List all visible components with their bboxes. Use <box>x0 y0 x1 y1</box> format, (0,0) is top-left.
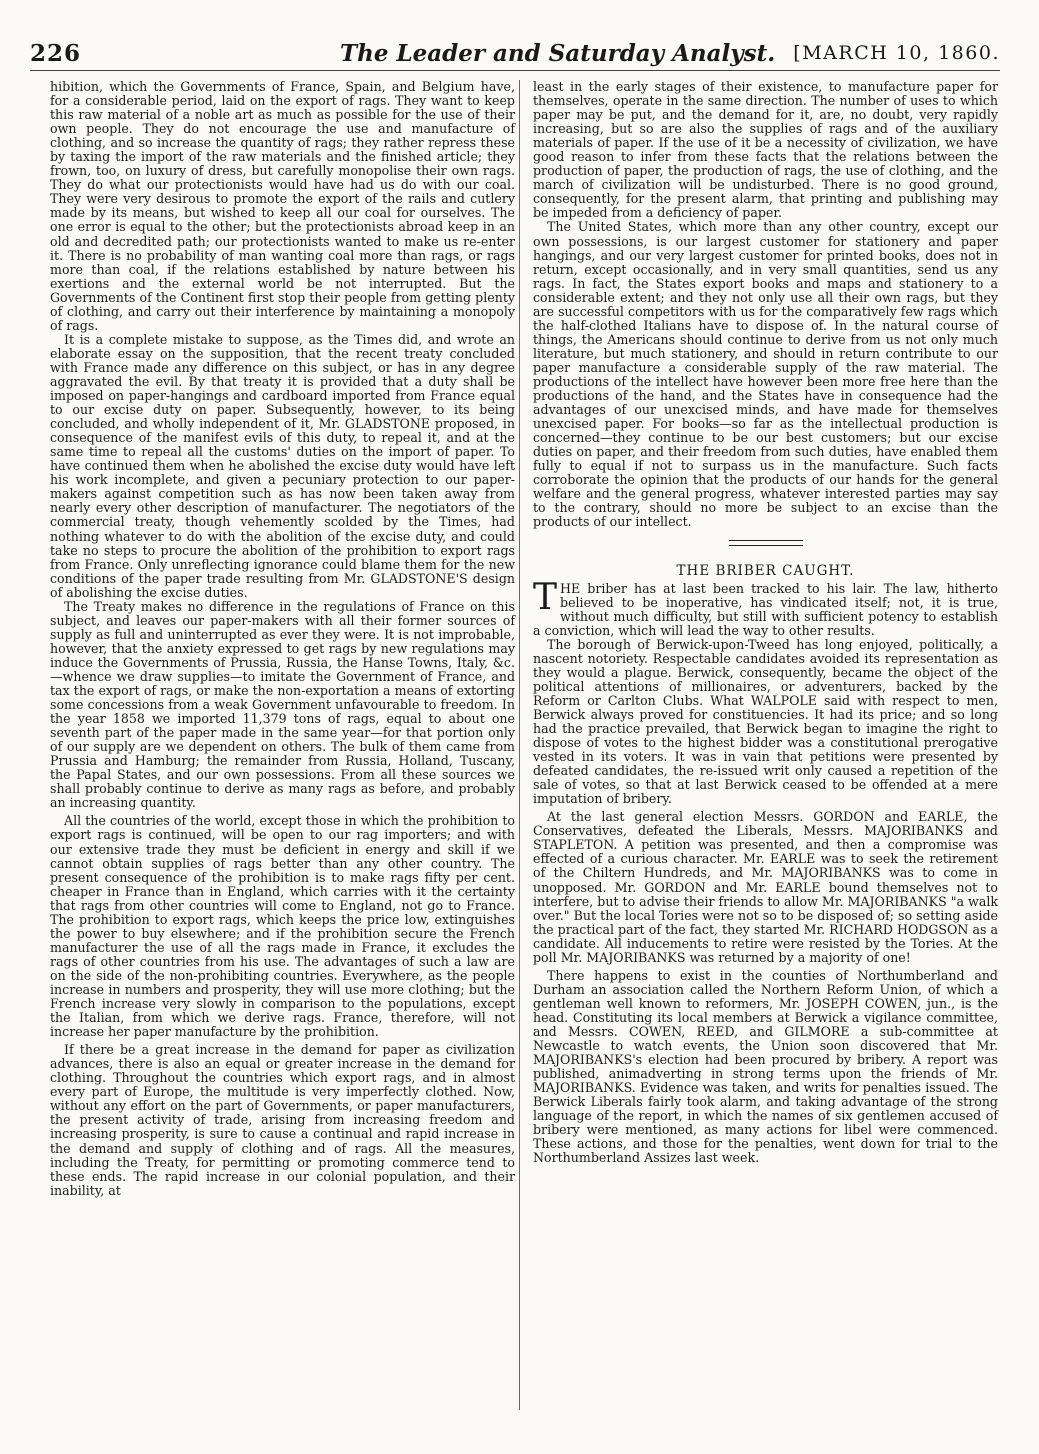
paragraph: There happens to exist in the counties of Northumberland and Durham an association called the Northern Reform Union, of which a gentleman well known to reformers, Mr. JOSEPH COWEN, jun., is the head. Constituting its local members at Berwick a vigilance committee, and Messrs. COWEN, REED, and GILMORE a sub-committee at Newcastle to watch events, the Union soon discovered that Mr. MAJORIBANKS's election had been procured by bribery. A report was published, animadverting in strong terms upon the friends of Mr. MAJORIBANKS. Evidence was taken, and writs for penalties issued. The Berwick Liberals fairly took alarm, and taking advantage of the strong language of the report, in which the names of six gentlemen accused of bribery were mentioned, as many actions for libel were commenced. These actions, and those for the penalties, went down for trial to the Northumberland Assizes last week. <box>533 967 998 1166</box>
paragraph: hibition, which the Governments of France, Spain, and Belgium have, for a considerable period, laid on the export of rags. They want to keep this raw material of a noble art as much as possible for the use of their own people. They do not encourage the use and manufacture of clothing, and so increase the quantity of rags; they rather repress these by taxing the import of the raw materials and the finished article; they frown, too, on luxury of dress, but carefully monopolise their own rags. They do what our protectionists would have had us do with our coal. They were very desirous to promote the export of the rails and cutlery made by its means, but wished to keep all our coal for ourselves. The one error is equal to the other; but the protectionists abroad keep in an old and decredited path; our protectionists wanted to make us re-enter it. There is no probability of man wanting coal more than rags, or rags more than coal, if the relations established by nature between his exertions and the external world be not interrupted. But the Governments of the Continent first stop their people from getting plenty of clothing, and carry out their interference by maintaining a monopoly of rags. <box>50 79 515 333</box>
left-column <box>50 80 515 1198</box>
masthead <box>30 30 1000 70</box>
article-lead-paragraph <box>533 576 998 638</box>
article-heading: THE BRIBER CAUGHT. <box>676 562 855 579</box>
column-divider <box>519 80 520 1410</box>
right-column <box>533 80 998 1165</box>
lead-text: HE briber has at last been tracked to his lair. The law, hitherto believed to be inoperative, has vindicated itself; not, it is true, without much difficulty, but still with sufficient potency to establish a conviction, which will lead the way to other results. <box>533 580 998 638</box>
issue-date: [MARCH 10, 1860. <box>793 42 1000 64</box>
paragraph: least in the early stages of their existence, to manufacture paper for themselves, operate in the same direction. The number of uses to which paper may be put, and the demand for it, are, no doubt, very rapidly increasing, but so are also the supplies of rags and of the auxiliary materials of paper. If the use of it be a necessity of civilization, we have good reason to infer from these facts that the relations between the production of paper, the production of rags, the use of clothing, and the march of civilization will be undisturbed. There is no good ground, consequently, for the present alarm, that printing and publishing may be impeded from a deficiency of paper. <box>533 79 998 221</box>
header-rule <box>30 70 1000 71</box>
paragraph: It is a complete mistake to suppose, as the Times did, and wrote an elaborate essay on the supposition, that the recent treaty concluded with France made any difference on this subject, or has in any degree aggravated the evil. By that treaty it is provided that a duty shall be imposed on paper-hangings and cardboard imported from France equal to our excise duty on paper. Subsequently, however, to its being concluded, and wholly independent of it, Mr. GLADSTONE proposed, in consequence of the manifest evils of this duty, to repeal it, and at the same time to repeal all the customs' duties on the import of paper. To have continued them when he abolished the excise duty would have left his work incomplete, and given a pecuniary protection to our paper-makers against competition such as has now been taken away from nearly every other description of manufacturer. The negotiators of the commercial treaty, though vehemently scolded by the Times, had nothing whatever to do with the abolition of the excise duty, and could take no steps to procure the abolition of the prohibition to export rags from France. Only unreflecting ignorance could blame them for the new conditions of the paper trade resulting from Mr. GLADSTONE'S design of abolishing the excise duties. <box>50 331 515 600</box>
paragraph: The Treaty makes no difference in the regulations of France on this subject, and leaves our paper-makers with all their former sources of supply as full and uninterrupted as ever they were. It is not improbable, however, that the anxiety expressed to get rags by new regulations may induce the Governments of Prussia, Russia, the Hanse Towns, Italy, &c.—whence we draw supplies—to imitate the Government of France, and tax the export of rags, or make the non-exportation a means of extorting some concessions from a weak Government unfavourable to freedom. In the year 1858 we imported 11,379 tons of rags, equal to about one seventh part of the paper made in the same year—for that portion only of our supply are we dependent on others. The bulk of them came from Prussia and Hamburg; the remainder from Russia, Holland, Tuscany, the Papal States, and our own possessions. From all these sources we shall probably continue to derive as many rags as before, and probably an increasing quantity. <box>50 598 515 811</box>
paragraph: The borough of Berwick-upon-Tweed has long enjoyed, politically, a nascent notoriety. Respectable candidates avoided its representation as they would a plague. Berwick, consequently, became the object of the political attentions of millionaires, or adventurers, backed by the Reform or Carlton Clubs. What WALPOLE said with respect to men, Berwick always proved for constituencies. It had its price; and so long had the practice prevailed, that Berwick began to imagine the right to dispose of votes to the highest bidder was a constitutional prerogative vested in its voters. It was in vain that petitions were presented by defeated candidates, the re-issued writ only caused a repetition of the sale of votes, so that at last Berwick ceased to be offended at a mere imputation of bribery. <box>533 636 998 807</box>
page-number: 226 <box>30 40 82 67</box>
paragraph: The United States, which more than any other country, except our own possessions, is our largest customer for stationery and paper hangings, and our very largest customer for printed books, does not in return, except occasionally, and in very small quantities, send us any rags. In fact, the States export books and maps and stationery to a considerable extent; and they not only use all their own rags, but they are successful competitors with us for the comparatively few rags which the half-clothed Italians have to dispose of. In the natural course of things, the Americans should continue to derive from us not only much literature, but much stationery, and should in return contribute to our paper manufacture a considerable supply of the raw material. The productions of the intellect have however been more free here than the productions of the hand, and the States have in consequence had the advantages of our unexcised minds, and have made for themselves unexcised paper. For books—so far as the intellectual production is concerned—they continue to be our best customers; but our excise duties on paper, and their freedom from such duties, have enabled them fully to equal if not to surpass us in the manufacture. Such facts corroborate the opinion that the products of our hands for the general welfare and the general progress, whatever interested parties may say to the contrary, should no more be subject to an excise than the products of our intellect. <box>533 219 998 530</box>
drop-cap: T <box>533 576 558 618</box>
paragraph: If there be a great increase in the demand for paper as civilization advances, there is also an equal or greater increase in the demand for clothing. Throughout the countries which export rags, and in almost every part of Europe, the multitude is very imperfectly clothed. Now, without any effort on the part of Governments, or paper manufacturers, the present activity of trade, arising from increasing freedom and increasing prosperity, is sure to cause a continual and rapid increase in the demand and supply of clothing and of rags. All the measures, including the Treaty, for permitting or promoting commerce tend to these ends. The rapid increase in our colonial population, and their inability, at <box>50 1042 515 1198</box>
paragraph: All the countries of the world, except those in which the prohibition to export rags is continued, will be open to our rag importers; and with our extensive trade they must be deficient in energy and skill if we cannot obtain supplies of rags better than any other country. The present consequence of the prohibition is to make rags fifty per cent. cheaper in France than in England, which carries with it the certainty that rags from other countries will come to England, not go to France. The prohibition to export rags, which keeps the price low, extinguishes the power to buy elsewhere; and if the prohibition secure the French manufacturer the use of all the rags made in France, it excludes the rags of other countries from his use. The advantages of such a law are on the side of the non-prohibiting countries. Everywhere, as the people increase in numbers and prosperity, they will use more clothing; but the French increase very slowly in comparison to the populations, except the Italian, from which we derive rags. France, therefore, will not increase her paper manufacture by the prohibition. <box>50 813 515 1040</box>
journal-title: The Leader and Saturday Analyst. <box>340 40 776 67</box>
paragraph: At the last general election Messrs. GORDON and EARLE, the Conservatives, defeated the Liberals, Messrs. MAJORIBANKS and STAPLETON. A petition was presented, and then a compromise was effected of a curious character. Mr. EARLE was to seek the retirement of the Chiltern Hundreds, and Mr. MAJORIBANKS was to come in unopposed. Mr. GORDON and Mr. EARLE bound themselves not to interfere, but to advise their friends to allow Mr. MAJORIBANKS "a walk over." But the local Tories were not so to be disposed of; so setting aside the practical part of the fact, they started Mr. RICHARD HODGSON as a candidate. All inducements to retire were resisted by the Tories. At the poll Mr. MAJORIBANKS was returned by a majority of one! <box>533 809 998 965</box>
section-ornament-rule <box>729 540 803 546</box>
